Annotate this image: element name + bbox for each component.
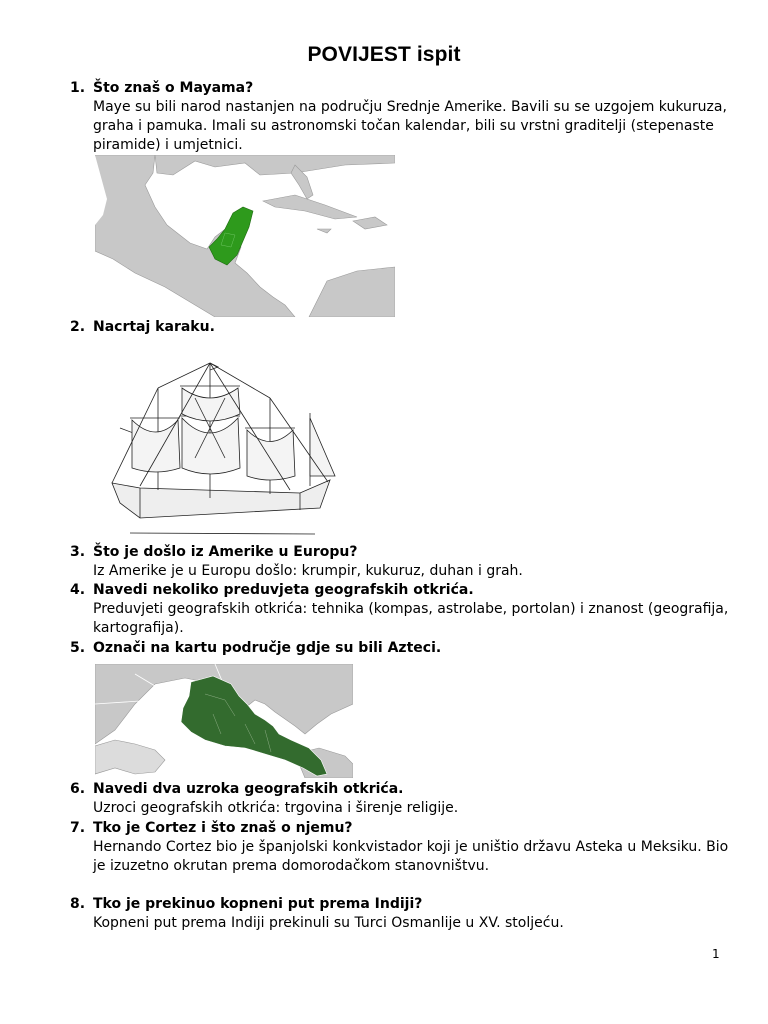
question-answer: Uzroci geografskih otkrića: trgovina i širenje religije.: [93, 800, 459, 816]
aztec-map: [95, 664, 353, 778]
question-number: 8.: [70, 896, 86, 912]
carrack-drawing: [100, 358, 345, 540]
question-1: [70, 79, 730, 155]
question-number: 3.: [70, 544, 86, 560]
question-7: [70, 819, 730, 876]
question-answer: Kopneni put prema Indiji prekinuli su Turci Osmanlije u XV. stoljeću.: [93, 915, 564, 931]
question-heading: Što je došlo iz Amerike u Europu?: [93, 544, 358, 560]
question-answer: Preduvjeti geografskih otkrića: tehnika (kompas, astrolabe, portolan) i znanost (geografija, kartografija).: [93, 601, 729, 636]
question-answer: Hernando Cortez bio je španjolski konkvistador koji je uništio državu Asteka u Meksiku. Bio je izuzetno okrutan prema domorodačkom stanovništvu.: [93, 839, 729, 874]
question-number: 1.: [70, 80, 86, 96]
question-6: [70, 780, 730, 818]
question-answer: Maye su bili narod nastanjen na području Srednje Amerike. Bavili su se uzgojem kukuruza, graha i pamuka. Imali su astronomski točan kalendar, bili su vrstni graditelji (stepenaste piramide) i umjetnici.: [93, 99, 727, 153]
question-number: 5.: [70, 640, 86, 656]
question-4: [70, 581, 730, 638]
question-5: [70, 639, 730, 658]
page-title: POVIJEST ispit: [307, 43, 461, 66]
question-heading: Navedi dva uzroka geografskih otkrića.: [93, 781, 404, 797]
question-number: 6.: [70, 781, 86, 797]
page-number: 1: [712, 947, 720, 961]
question-8: [70, 895, 730, 933]
maya-map: [95, 155, 395, 317]
question-heading: Tko je prekinuo kopneni put prema Indiji?: [93, 896, 423, 912]
question-3: [70, 543, 730, 581]
question-number: 4.: [70, 582, 86, 598]
question-heading: Označi na kartu područje gdje su bili Azteci.: [93, 640, 442, 656]
question-heading: Tko je Cortez i što znaš o njemu?: [93, 820, 353, 836]
question-heading: Nacrtaj karaku.: [93, 319, 215, 335]
question-heading: Navedi nekoliko preduvjeta geografskih otkrića.: [93, 582, 474, 598]
question-heading: Što znaš o Mayama?: [93, 80, 254, 96]
question-number: 2.: [70, 319, 86, 335]
question-answer: Iz Amerike je u Europu došlo: krumpir, kukuruz, duhan i grah.: [93, 563, 523, 579]
question-number: 7.: [70, 820, 86, 836]
question-2: [70, 318, 730, 337]
